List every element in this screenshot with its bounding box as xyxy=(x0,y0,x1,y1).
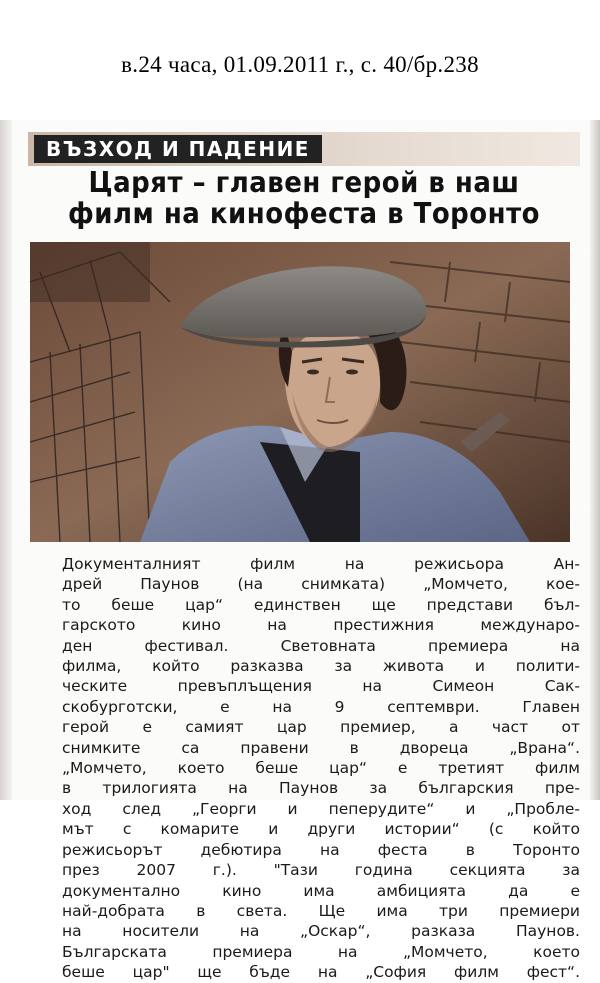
body-line: то беше цар“ единствен ще представи бъл- xyxy=(62,595,580,614)
body-line: беше цар" ще бъде на „София филм фест“. xyxy=(62,963,580,982)
clipping-edge-right xyxy=(590,120,600,800)
article-photo xyxy=(30,242,570,542)
body-line: Българската премиера на „Момчето, което xyxy=(62,942,580,961)
body-line: през 2007 г.). "Тази година секцията за xyxy=(62,861,580,880)
kicker-band xyxy=(28,132,580,166)
source-citation: в.24 часа, 01.09.2011 г., с. 40/бр.238 xyxy=(121,52,479,77)
kicker-label: ВЪЗХОД И ПАДЕНИЕ xyxy=(34,135,322,163)
body-line: „Момчето, което беше цар“ е третият филм xyxy=(62,759,580,778)
body-line: мът с комарите и други истории“ (с който xyxy=(62,820,580,839)
body-line: в трилогията на Паунов за българския пре- xyxy=(62,779,580,798)
newspaper-clipping xyxy=(0,120,600,982)
headline-line-1: Царят – главен герой в наш xyxy=(88,166,520,200)
body-line: снимките са правени в двореца „Врана“. xyxy=(62,738,580,757)
article-body xyxy=(62,554,580,983)
clipping-edge-left xyxy=(0,120,12,800)
body-line: ход след „Георги и пеперудите“ и „Пробле- xyxy=(62,799,580,818)
body-line: скобурготски, е на 9 септември. Главен xyxy=(62,697,580,716)
body-line: герой е самият цар премиер, а част от xyxy=(62,718,580,737)
body-line: най-добрата в света. Ще има три премиери xyxy=(62,901,580,920)
body-line: режисьорът дебютира на феста в Торонто xyxy=(62,840,580,859)
headline-line-2: филм на кинофеста в Торонто xyxy=(67,198,541,231)
body-line: филма, който разказва за живота и полити- xyxy=(62,657,580,676)
body-line: ден фестивал. Световната премиера на xyxy=(62,636,580,655)
body-line: ческите превъплъщения на Симеон Сак- xyxy=(62,677,580,696)
body-line: дрей Паунов (на снимката) „Момчето, кое- xyxy=(62,575,580,594)
body-line: Документалният филм на режисьора Ан- xyxy=(62,555,580,573)
body-line: на носители на „Оскар“, разказа Паунов. xyxy=(62,922,580,941)
headline xyxy=(28,168,580,231)
body-line: документално кино има амбицията да е xyxy=(62,881,580,900)
body-line: гарското кино на престижния междунаро- xyxy=(62,616,580,635)
